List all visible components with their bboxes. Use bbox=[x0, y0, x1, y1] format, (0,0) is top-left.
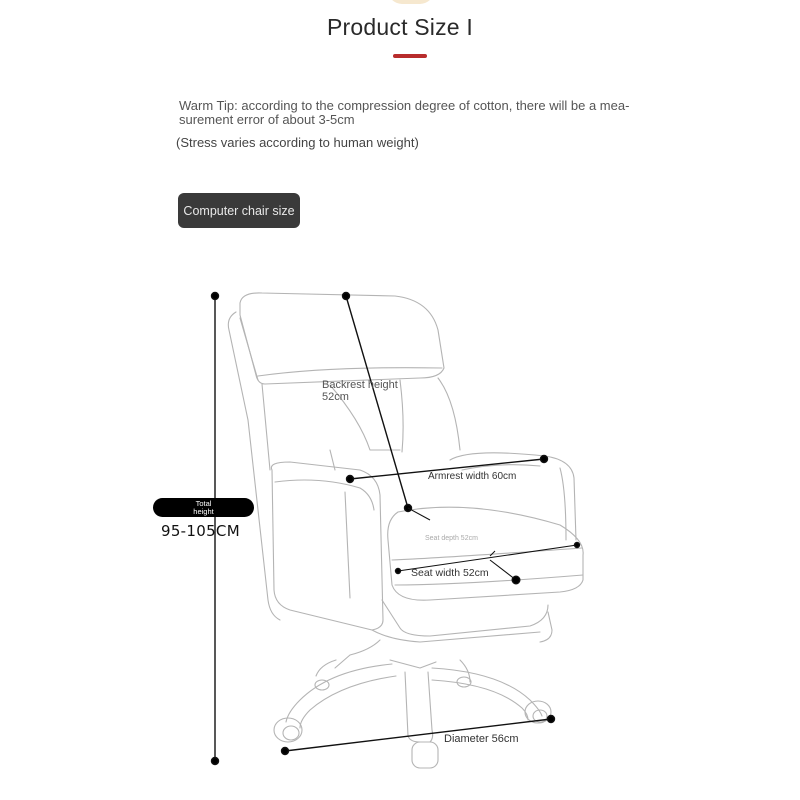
seat-depth-line bbox=[408, 508, 430, 520]
total-height-bottom-dot bbox=[212, 758, 219, 765]
diameter-label: Diameter 56cm bbox=[444, 733, 519, 745]
seat-depth-label: Seat depth 52cm bbox=[425, 535, 478, 542]
total-height-value: 95-105CM bbox=[161, 522, 240, 540]
seat-width-label: Seat width 52cm bbox=[411, 567, 489, 579]
computer-chair-size-tab[interactable]: Computer chair size bbox=[178, 193, 300, 228]
total-height-badge bbox=[153, 498, 254, 517]
stress-note: (Stress varies according to human weight) bbox=[176, 135, 419, 150]
backrest-height-text: Backrest height bbox=[322, 379, 398, 391]
armrest-width-label: Armrest width 60cm bbox=[428, 471, 517, 482]
total-height-top-dot bbox=[212, 293, 219, 300]
chair-outline bbox=[228, 293, 583, 768]
warm-tip-line-1: Warm Tip: according to the compression degree of cotton, there will be a mea- bbox=[179, 98, 630, 113]
backrest-height-value: 52cm bbox=[322, 391, 349, 403]
backrest-height-label bbox=[322, 379, 398, 403]
page-title: Product Size I bbox=[327, 14, 473, 40]
warm-tip-line-2: surement error of about 3-5cm bbox=[179, 112, 355, 127]
total-height-label-1: Total bbox=[195, 498, 212, 508]
measurement-lines bbox=[212, 293, 580, 765]
total-height-label-2: height bbox=[193, 506, 214, 516]
